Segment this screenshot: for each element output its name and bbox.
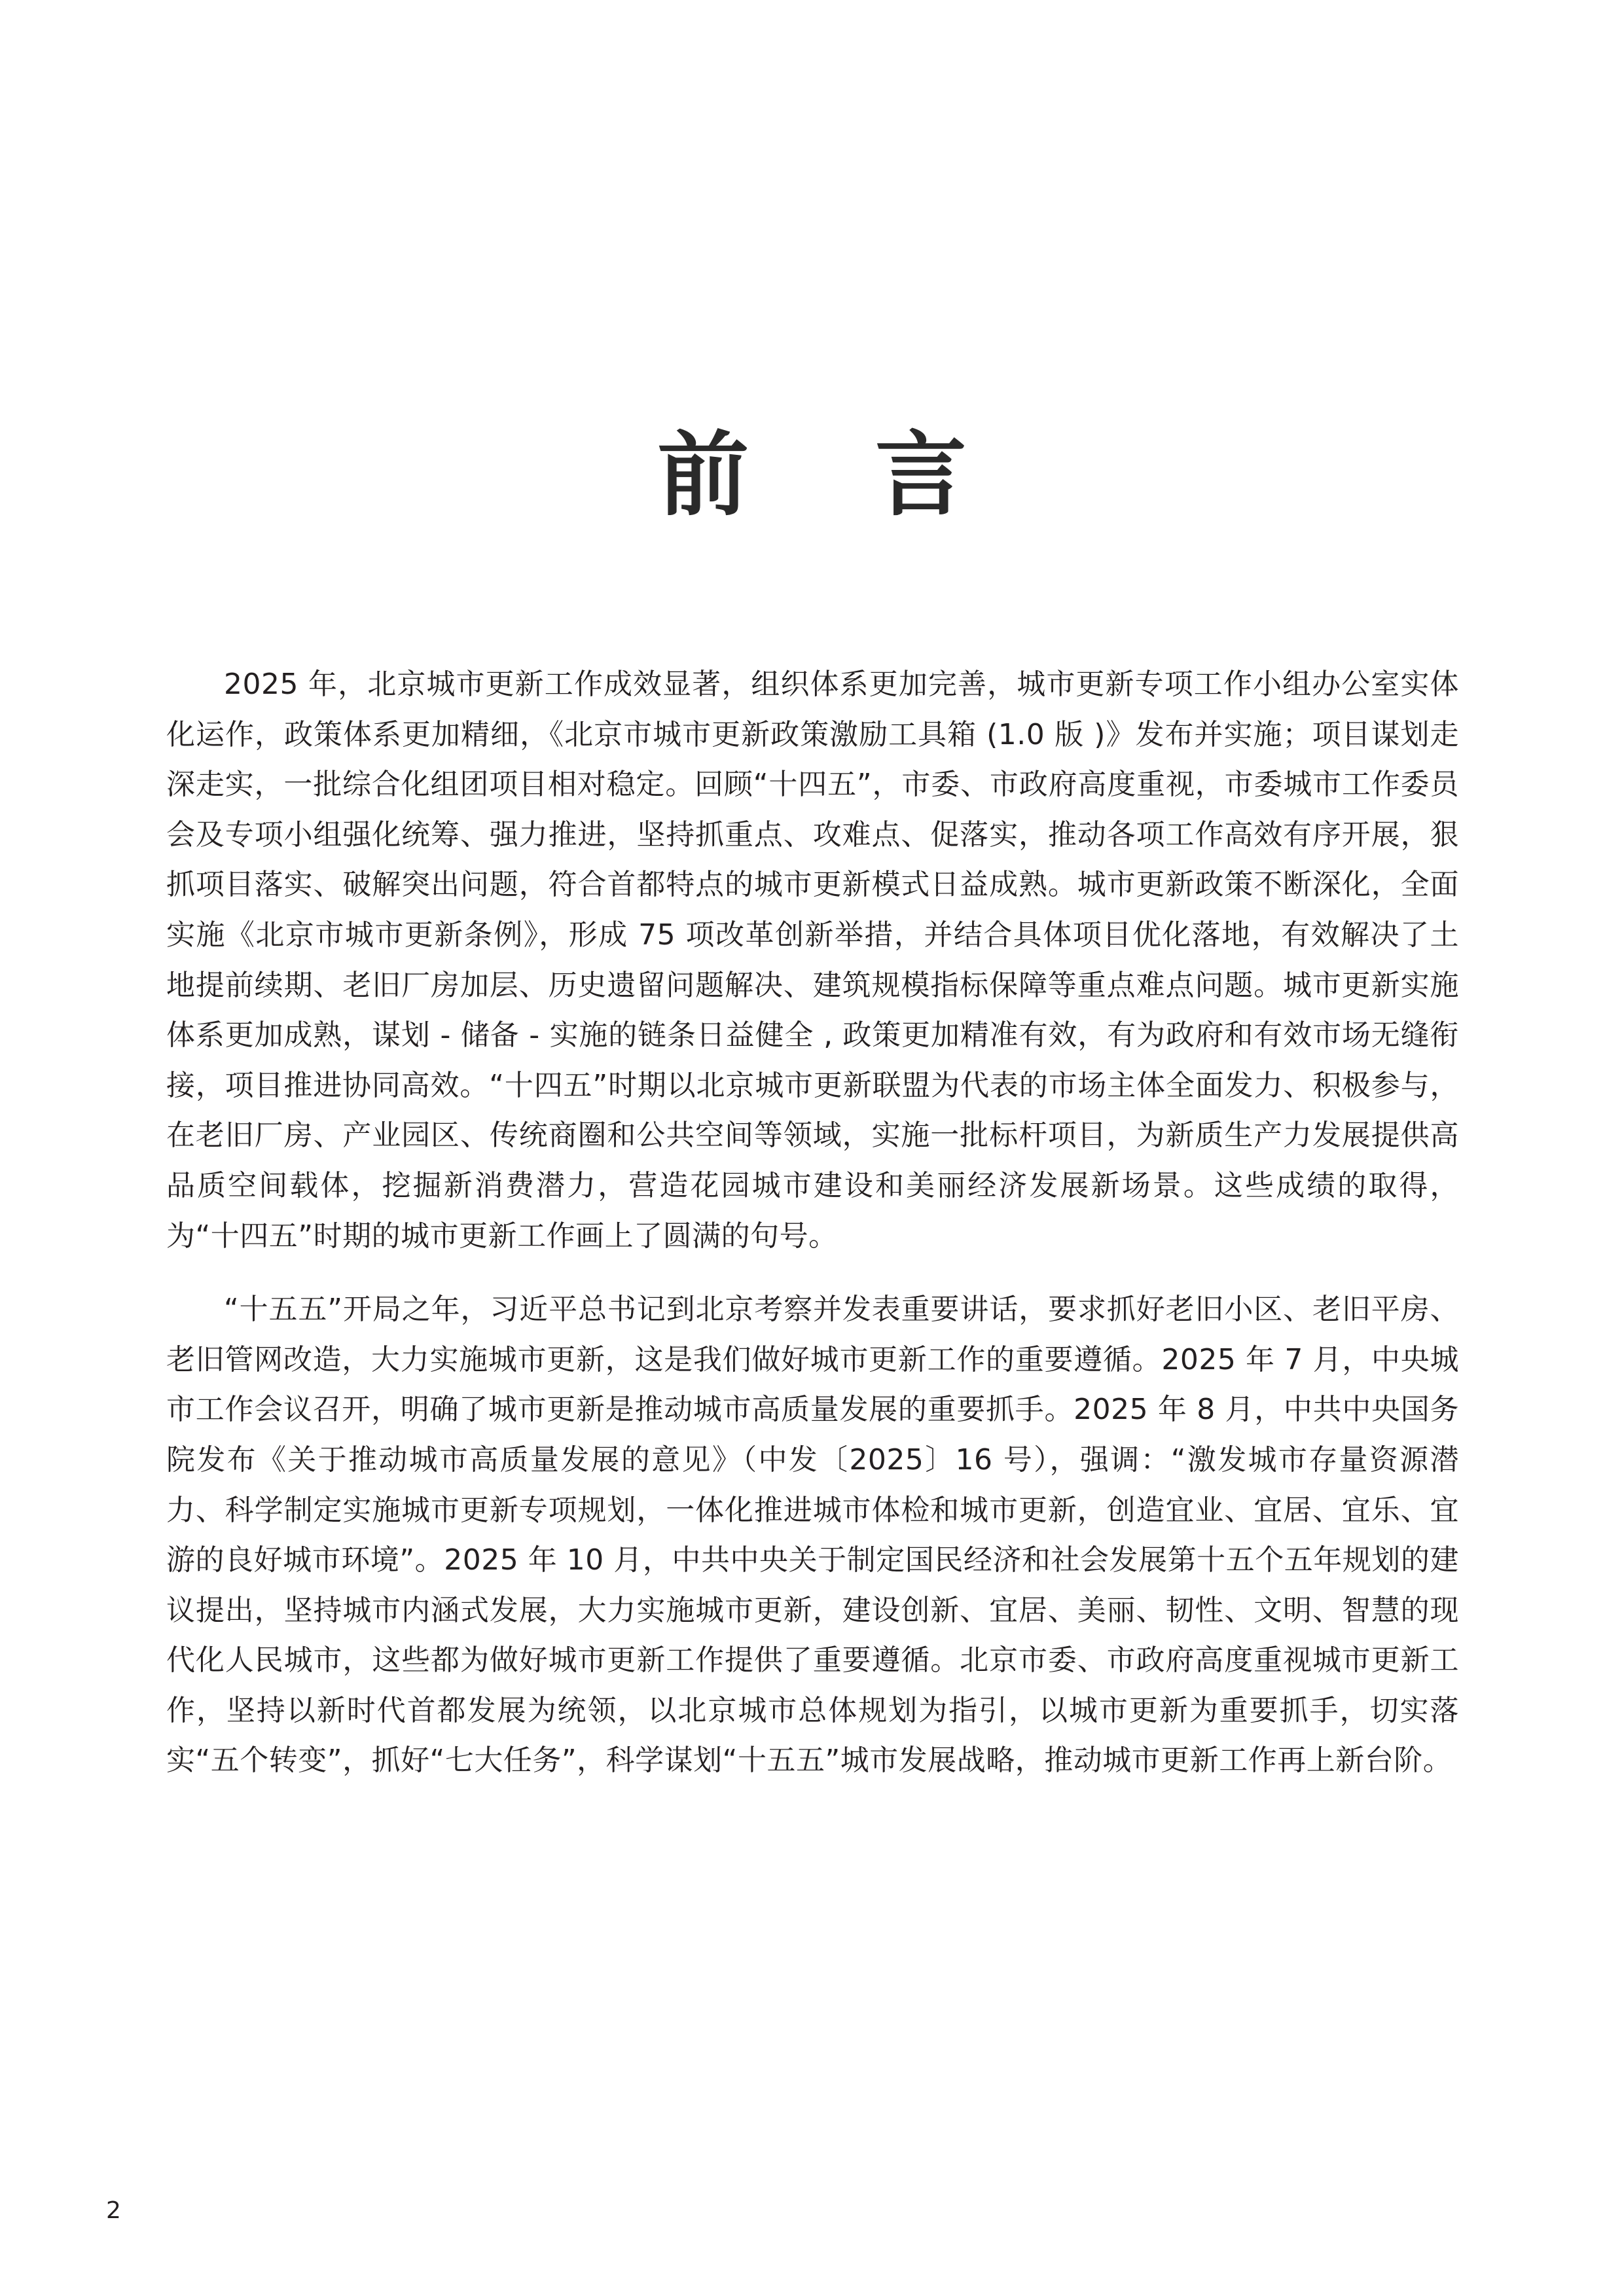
paragraph-2: “十五五”开局之年，习近平总书记到北京考察并发表重要讲话，要求抓好老旧小区、老旧平房、老旧管网改造，大力实施城市更新，这是我们做好城市更新工作的重要遵循。2025 年 7 月，中央城市工作会议召开，明确了城市更新是推动城市高质量发展的重要抓手。2025 年 8 月，中共中央国务院发布《关于推动城市高质量发展的意见》（中发〔2025〕16 号），强调：“激发城市存量资源潜力、科学制定实施城市更新专项规划，一体化推进城市体检和城市更新，创造宜业、宜居、宜乐、宜游的良好城市环境”。2025 年 10 月，中共中央关于制定国民经济和社会发展第十五个五年规划的建议提出，坚持城市内涵式发展，大力实施城市更新，建设创新、宜居、美丽、韧性、文明、智慧的现代化人民城市，这些都为做好城市更新工作提供了重要遵循。北京市委、市政府高度重视城市更新工作，坚持以新时代首都发展为统领，以北京城市总体规划为指引，以城市更新为重要抓手，切实落实“五个转变”，抓好“七大任务”，科学谋划“十五五”城市发展战略，推动城市更新工作再上新台阶。 bbox=[166, 1293, 1459, 1778]
page-number: 2 bbox=[106, 2197, 121, 2224]
page-title: 前 言 bbox=[657, 422, 1014, 529]
paragraph-1: 2025 年，北京城市更新工作成效显著，组织体系更加完善，城市更新专项工作小组办公室实体化运作，政策体系更加精细，《北京市城市更新政策激励工具箱 (1.0 版 )》发布并实施；项目谋划走深走实，一批综合化组团项目相对稳定。回顾“十四五”，市委、市政府高度重视，市委城市工作委员会及专项小组强化统筹、强力推进，坚持抓重点、攻难点、促落实，推动各项工作高效有序开展，狠抓项目落实、破解突出问题，符合首都特点的城市更新模式日益成熟。城市更新政策不断深化，全面实施《北京市城市更新条例》，形成 75 项改革创新举措，并结合具体项目优化落地，有效解决了土地提前续期、老旧厂房加层、历史遗留问题解决、建筑规模指标保障等重点难点问题。城市更新实施体系更加成熟，谋划 - 储备 - 实施的链条日益健全 , 政策更加精准有效，有为政府和有效市场无缝衔接，项目推进协同高效。“十四五”时期以北京城市更新联盟为代表的市场主体全面发力、积极参与，在老旧厂房、产业园区、传统商圈和公共空间等领域，实施一批标杆项目，为新质生产力发展提供高品质空间载体，挖掘新消费潜力，营造花园城市建设和美丽经济发展新场景。这些成绩的取得，为“十四五”时期的城市更新工作画上了圆满的句号。 bbox=[166, 668, 1459, 1253]
body-text bbox=[166, 660, 1459, 1786]
